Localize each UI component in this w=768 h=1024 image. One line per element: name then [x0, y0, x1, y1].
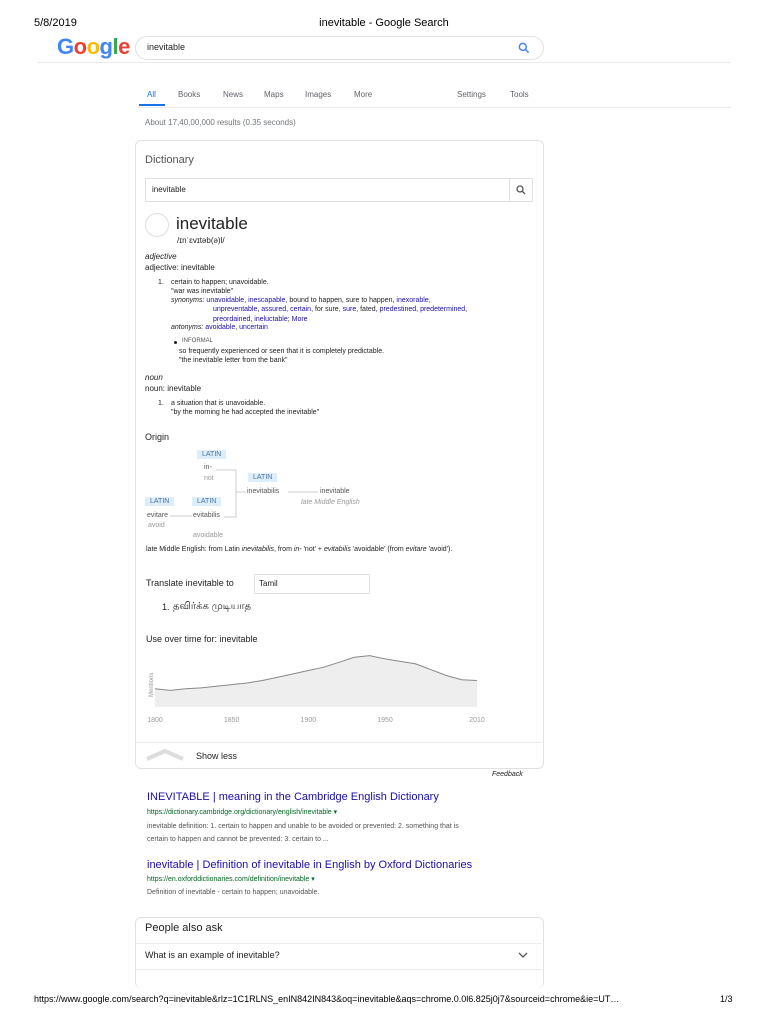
origin-text: 'avoid').: [426, 546, 453, 553]
informal-tag: INFORMAL: [182, 338, 214, 344]
pos-adjective: adjective: [145, 252, 177, 261]
language-tag: LATIN: [192, 497, 221, 506]
adjective-form: adjective: inevitable: [145, 263, 215, 272]
tab-images[interactable]: Images: [305, 90, 332, 99]
language-tag: LATIN: [197, 450, 226, 459]
chevron-up-icon[interactable]: [145, 748, 185, 760]
pronunciation-audio-button[interactable]: [145, 213, 169, 237]
usage-chart: [143, 645, 483, 730]
google-logo[interactable]: Google: [57, 34, 130, 59]
print-page-number: 1/3: [720, 994, 733, 1004]
tab-books[interactable]: Books: [178, 90, 201, 99]
origin-text: 'avoidable' (from: [350, 546, 406, 553]
caret-down-icon[interactable]: ▾: [333, 809, 338, 816]
pos-noun: noun: [145, 373, 163, 382]
etym-word: inevitabilis: [247, 488, 280, 495]
result-stats: About 17,40,00,000 results (0.35 seconds): [145, 118, 296, 127]
show-less-button[interactable]: Show less: [196, 751, 238, 761]
caret-down-icon[interactable]: ▾: [311, 876, 315, 883]
adjective-definition: certain to happen; unavoidable.: [171, 279, 269, 286]
translation-number: 1.: [162, 602, 170, 612]
show-less-divider: [135, 742, 542, 743]
result-snippet: [147, 820, 537, 846]
etym-word: evitare: [147, 512, 169, 519]
chart-x-tick-label: 2010: [469, 717, 485, 724]
origin-term: inevitabilis: [241, 546, 275, 553]
chart-x-tick-label: 1800: [147, 717, 163, 724]
noun-example: "by the morning he had accepted the inevitable": [171, 409, 320, 416]
synonym-link[interactable]: preordained: [213, 316, 251, 323]
tab-maps[interactable]: Maps: [264, 90, 284, 99]
chart-x-tick-label: 1850: [223, 717, 240, 724]
tab-all[interactable]: All: [147, 90, 156, 99]
informal-definition: so frequently experienced or seen that it is completely predictable.: [179, 348, 385, 355]
dictionary-search-field[interactable]: [145, 178, 533, 202]
tab-news[interactable]: News: [223, 90, 244, 99]
search-icon[interactable]: [517, 41, 531, 55]
chart-x-tick-label: 1950: [377, 717, 393, 724]
antonyms-label: antonyms:: [171, 324, 204, 331]
origin-text: 'not' +: [301, 546, 324, 553]
etymology-connectors: [140, 460, 370, 530]
dictionary-label: Dictionary: [145, 154, 194, 166]
translate-label: Translate inevitable to: [146, 578, 234, 588]
search-box[interactable]: [135, 36, 544, 60]
origin-term: evitare: [405, 546, 427, 553]
headword: inevitable: [176, 214, 248, 233]
translate-language-select[interactable]: [254, 574, 370, 594]
origin-text: late Middle English: from Latin: [146, 546, 242, 553]
noun-form: noun: inevitable: [145, 384, 202, 393]
synonyms-line-1: synonyms: unavoidable, inescapable, bound to happen, sure to happen, inexorable,: [171, 297, 431, 304]
origin-summary: [146, 546, 452, 553]
synonym-text: , bound to happen, sure to happen,: [285, 297, 397, 304]
synonym-link[interactable]: inescapable: [248, 297, 286, 304]
synonym-link[interactable]: predetermined: [420, 306, 466, 313]
synonym-link[interactable]: unavoidable: [206, 297, 245, 304]
people-also-ask-title: People also ask: [145, 922, 223, 934]
etym-gloss: not: [204, 475, 214, 482]
etym-word: in-: [204, 464, 212, 471]
search-input[interactable]: inevitable: [147, 42, 186, 52]
phonetic: /ɪnˈɛvɪtəb(ə)l/: [177, 236, 225, 245]
snippet-line: inevitable definition: 1. certain to happen and unable to be avoided or prevented: 2. something that is: [147, 823, 459, 830]
etym-word: inevitable: [320, 488, 350, 495]
result-url[interactable]: [147, 875, 315, 883]
antonym-link[interactable]: avoidable: [205, 324, 236, 331]
result-url-text[interactable]: https://en.oxforddictionaries.com/definition/inevitable: [147, 876, 310, 883]
synonym-link[interactable]: ineluctable: [254, 316, 288, 323]
synonym-link[interactable]: inexorable: [396, 297, 429, 304]
antonyms-line: antonyms: avoidable, uncertain: [171, 324, 268, 331]
more-synonyms-link[interactable]: More: [291, 316, 308, 323]
header-divider: [37, 62, 731, 63]
print-date: 5/8/2019: [34, 17, 77, 29]
informal-example: "the inevitable letter from the bank": [179, 357, 288, 364]
origin-term: evitabilis: [323, 546, 351, 553]
print-title: inevitable - Google Search: [319, 17, 449, 29]
adjective-def-number: 1.: [158, 279, 164, 286]
antonym-link[interactable]: uncertain: [239, 324, 268, 331]
etym-gloss: avoid: [148, 522, 165, 529]
print-footer-url: https://www.google.com/search?q=inevitable&rlz=1C1RLNS_enIN842IN843&oq=inevitable&aqs=chrome.0.0l6.825j0j7&sourceid=chrome&ie=UT…: [34, 994, 620, 1004]
noun-definition: a situation that is unavoidable.: [171, 400, 266, 407]
dictionary-search-button[interactable]: [509, 179, 532, 201]
usage-label: Use over time for: inevitable: [146, 634, 258, 644]
bullet: [174, 341, 177, 344]
tab-settings[interactable]: Settings: [457, 90, 486, 99]
result-title[interactable]: inevitable | Definition of inevitable in English by Oxford Dictionaries: [147, 859, 473, 871]
active-tab-indicator: [139, 104, 165, 106]
noun-def-number: 1.: [158, 400, 164, 407]
tab-tools[interactable]: Tools: [510, 90, 529, 99]
origin-label: Origin: [145, 432, 170, 442]
dictionary-input[interactable]: inevitable: [152, 185, 186, 194]
etym-word: evitabilis: [193, 512, 220, 519]
synonyms-line-2: unpreventable, assured, certain, for sure, sure, fated, predestined, predetermined,: [213, 306, 468, 313]
result-url-text[interactable]: https://dictionary.cambridge.org/dictionary/english/inevitable: [147, 809, 332, 816]
language-tag: LATIN: [145, 497, 174, 506]
result-snippet: [147, 886, 537, 899]
result-title[interactable]: INEVITABLE | meaning in the Cambridge English Dictionary: [147, 791, 439, 803]
synonym-link[interactable]: assured: [261, 306, 287, 313]
translation-text: தவிர்க்க முடியாத: [173, 601, 252, 612]
synonym-link[interactable]: unpreventable: [213, 306, 258, 313]
paa-question[interactable]: What is an example of inevitable?: [145, 950, 280, 960]
synonym-text: , fated,: [356, 306, 380, 313]
chevron-down-icon[interactable]: [518, 951, 528, 959]
tabs-divider: [137, 107, 731, 108]
language-tag: LATIN: [248, 473, 277, 482]
origin-term: in-: [293, 546, 302, 553]
chart-y-label: Mentions: [149, 672, 155, 697]
etym-gloss: late Middle English: [301, 499, 360, 506]
snippet-line: certain to happen and cannot be prevented: 3. certain to ...: [147, 836, 329, 843]
tab-more[interactable]: More: [354, 90, 373, 99]
chart-area-fill: [155, 656, 477, 707]
synonym-link[interactable]: predestined: [379, 306, 417, 313]
paa-divider: [135, 969, 542, 970]
result-url[interactable]: [147, 808, 337, 816]
synonyms-line-3: preordained, ineluctable; More: [213, 316, 308, 323]
feedback-link[interactable]: Feedback: [492, 771, 523, 778]
adjective-example: "war was inevitable": [171, 288, 234, 295]
chart-x-tick-label: 1900: [300, 717, 317, 724]
synonym-link[interactable]: certain: [290, 306, 312, 313]
synonym-link[interactable]: sure: [342, 306, 357, 313]
synonym-text: , for sure,: [311, 306, 343, 313]
paa-divider: [135, 943, 542, 944]
selected-language: Tamil: [259, 579, 278, 588]
snippet-line: Definition of inevitable - certain to happen; unavoidable.: [147, 889, 320, 896]
search-icon: [515, 184, 527, 196]
origin-text: , from: [274, 546, 294, 553]
etym-gloss: avoidable: [193, 532, 223, 539]
synonyms-label: synonyms:: [171, 297, 205, 304]
